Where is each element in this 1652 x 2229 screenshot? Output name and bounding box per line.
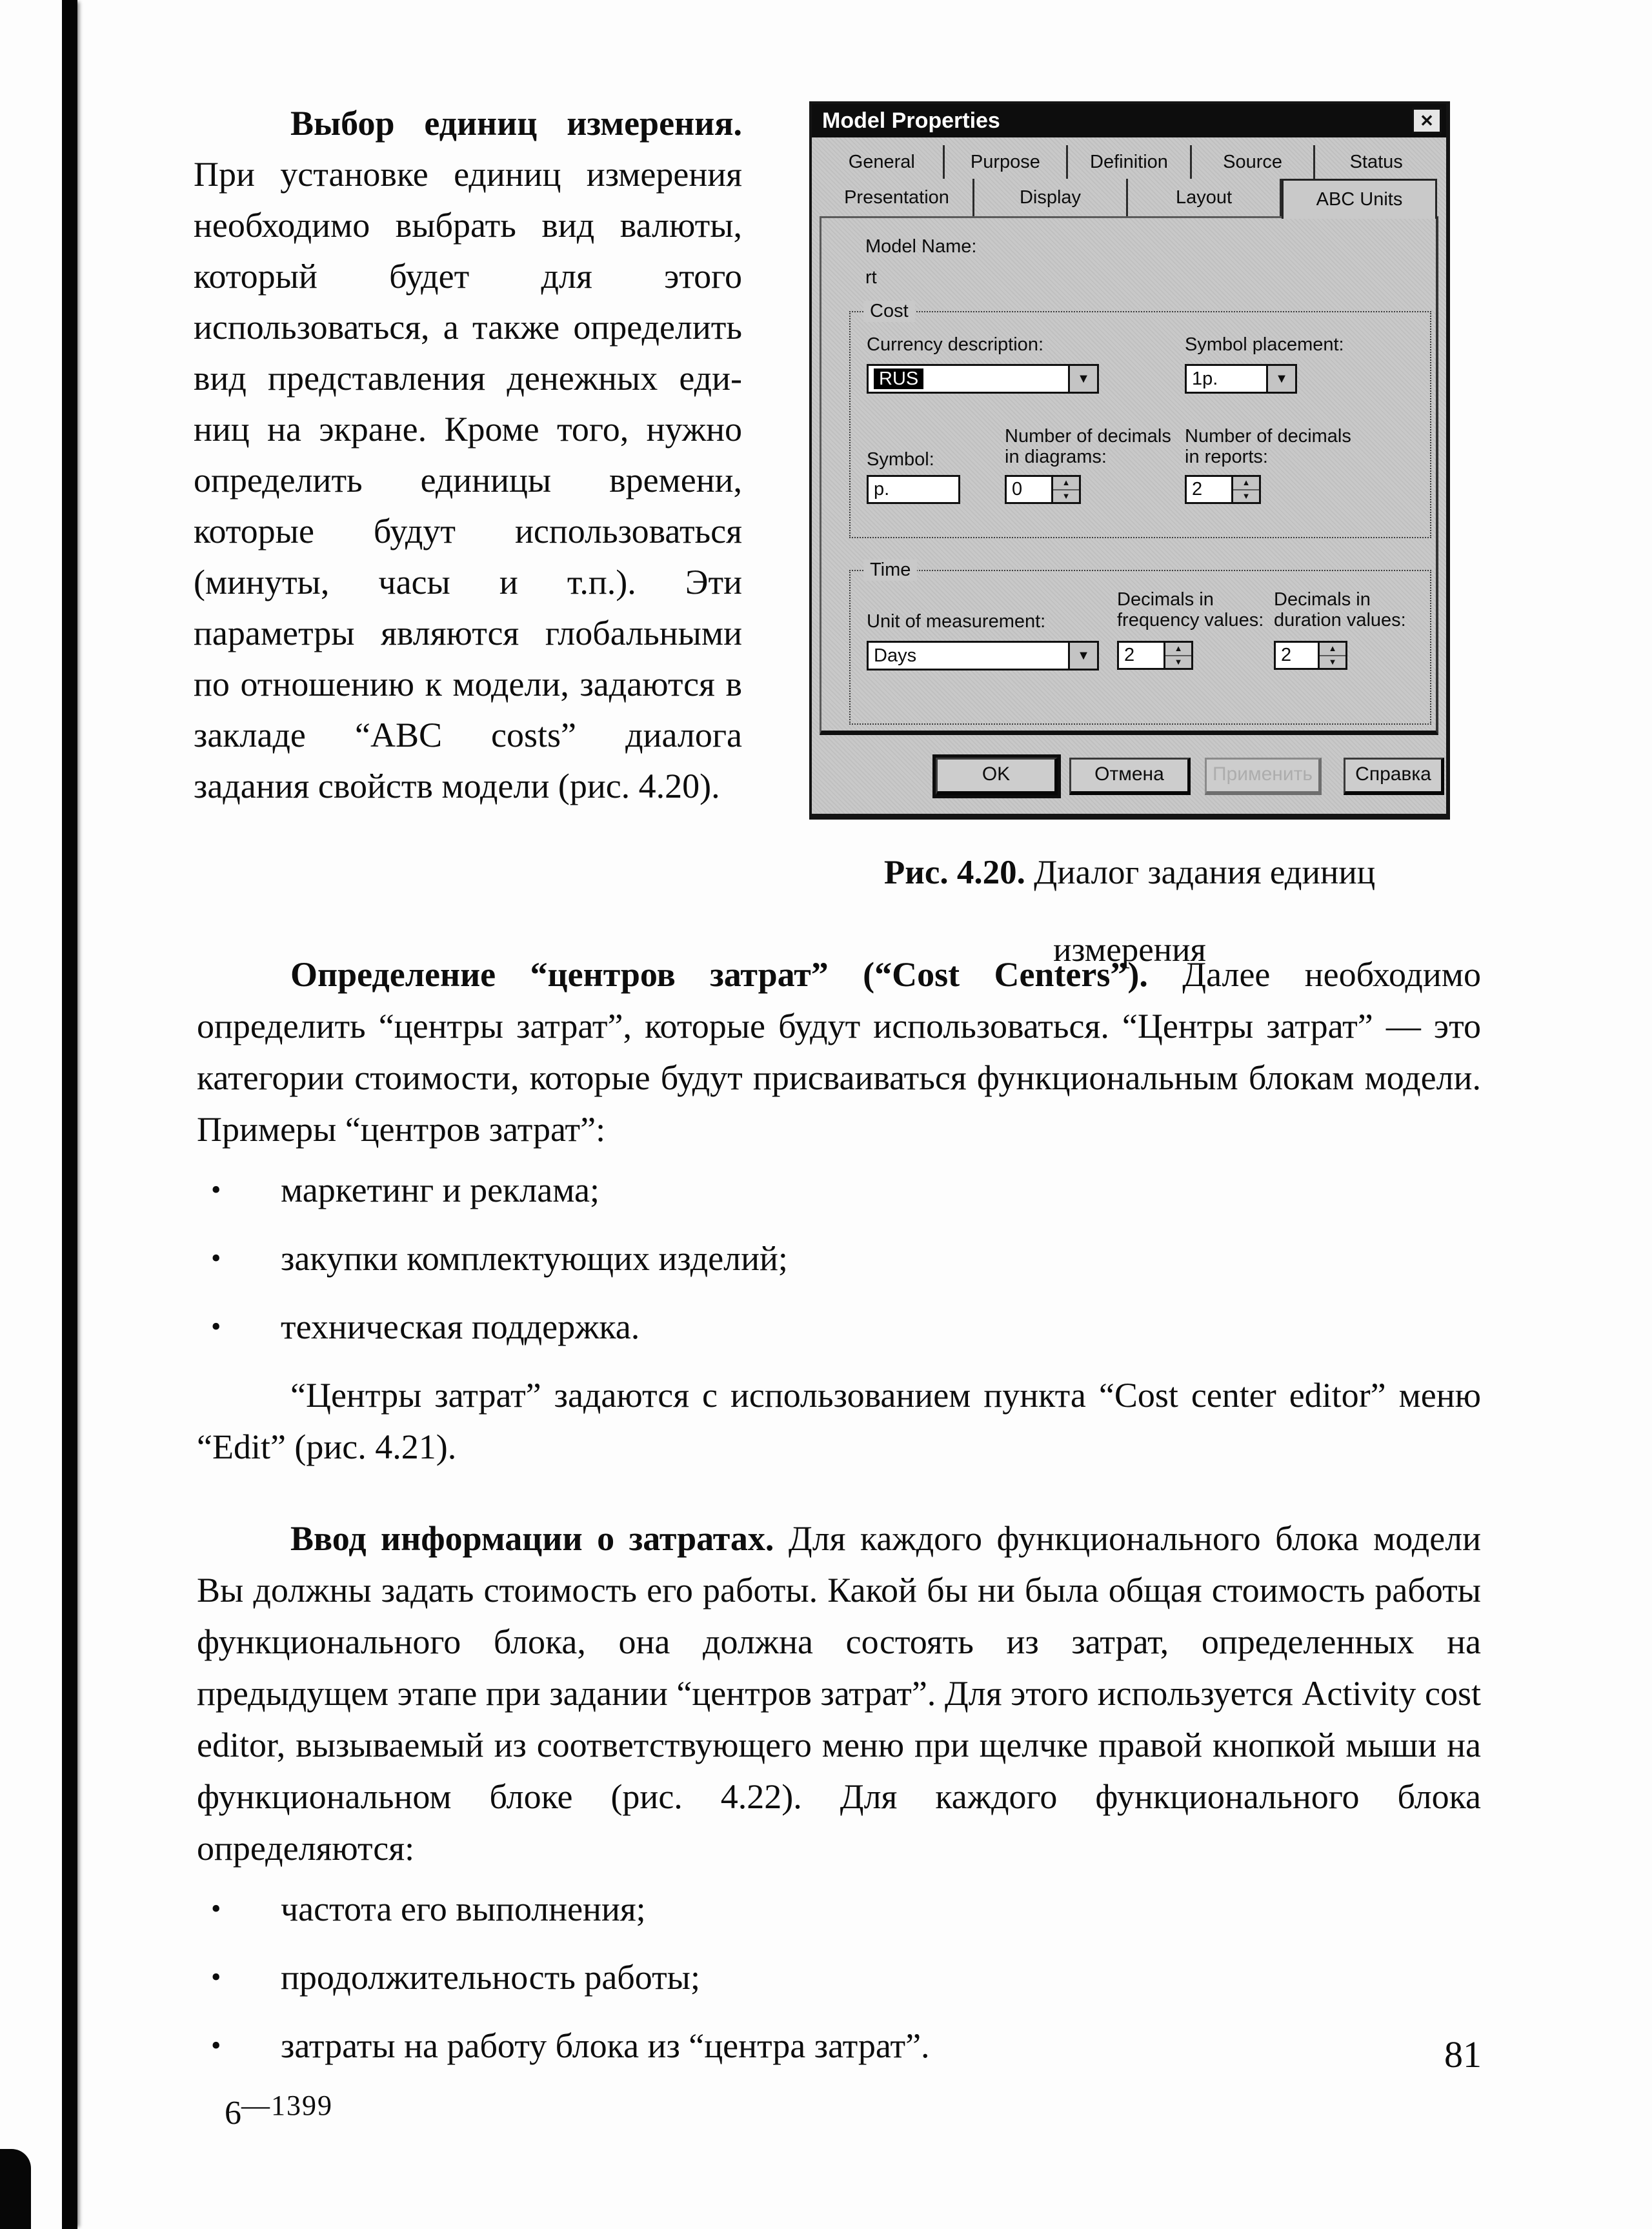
paragraph-body: При установке единиц измерения необходимо выбрать вид валюты, который будет для этого использоваться, а также определить вид представления денежных единиц на экране. Кроме того, нужно определить единицы времени, которые будут использоваться (минуты, часы и т.п.). Эти параметры являются глобальными по отношению к модели, задаются в закладе “ABC costs” диалога задания свойств модели (рис. 4.20). (194, 155, 742, 805)
decimals-diagrams-label: Number of decimals in diagrams: (1005, 426, 1171, 467)
symbol-placement-combobox[interactable] (1185, 364, 1297, 394)
close-icon[interactable]: ✕ (1412, 108, 1442, 134)
spinner-buttons (1163, 643, 1191, 668)
tab-row-2 (821, 179, 1437, 216)
symbol-input[interactable]: p. (867, 475, 960, 504)
paragraph-lead-bold: Выбор единиц измерения. (290, 104, 742, 143)
bullet-icon: • (211, 1174, 221, 1205)
unit-of-measurement-label: Unit of measurement: (867, 611, 1046, 632)
spinner-down-icon[interactable]: ▼ (1233, 490, 1259, 503)
spinner-buttons (1231, 477, 1259, 502)
list-item (197, 1301, 1481, 1353)
figure-caption-text: Диалог задания единиц измерения (1025, 854, 1376, 969)
spinner-down-icon[interactable]: ▼ (1165, 656, 1191, 669)
print-signature-run: —1399 (241, 2090, 333, 2121)
decimals-diagrams-value: 0 (1012, 479, 1023, 499)
tab-content-panel (820, 216, 1438, 735)
decimals-duration-spinner[interactable] (1274, 641, 1347, 670)
spinner-up-icon[interactable]: ▲ (1320, 643, 1345, 656)
bullet-text: техническая поддержка. (281, 1307, 640, 1346)
figure-caption-number: Рис. 4.20. (883, 854, 1025, 891)
apply-button[interactable]: Применить (1205, 758, 1322, 795)
page-corner-scan-mark (0, 2149, 31, 2229)
tab-general[interactable]: General (821, 145, 945, 179)
tab-abc-units[interactable]: ABC Units (1282, 179, 1437, 219)
decimals-frequency-value: 2 (1124, 645, 1135, 665)
cost-centers-list (197, 1164, 1481, 1353)
left-text-column (194, 98, 742, 812)
paragraph-body: Для каждого функционального блока модели Вы должны задать стоимость его работы. Какой бы ни была общая стоимость работы функционального блока, она должна состоять из затрат, определенных на предыдущем этапе при задании “центров затрат”. Для этого используется Activity cost editor, вызываемый из соответствующего меню при щелчке правой кнопкой мыши на функциональном блоке (рис. 4.22). Для каждого функционального блока определяются: (197, 1519, 1482, 1868)
unit-of-measurement-value: Days (874, 645, 917, 666)
bullet-icon: • (211, 1242, 221, 1274)
bullet-icon: • (211, 1961, 221, 1993)
tab-row-1 (821, 145, 1437, 179)
decimals-reports-value: 2 (1192, 479, 1203, 499)
time-group-label: Time (863, 560, 917, 581)
decimals-reports-spinner[interactable] (1185, 475, 1261, 504)
tab-source[interactable]: Source (1192, 145, 1316, 179)
list-item (197, 1164, 1481, 1216)
tab-definition[interactable]: Definition (1068, 145, 1192, 179)
spinner-buttons (1051, 477, 1079, 502)
tab-purpose[interactable]: Purpose (945, 145, 1069, 179)
ok-button[interactable]: OK (936, 758, 1058, 795)
list-item (197, 1883, 1481, 1935)
paragraph-cost-center-editor: “Центры затрат” задаются с использованием пункта “Cost center editor” меню “Edit” (рис. 4.21). (197, 1376, 1481, 1466)
dialog-titlebar[interactable] (812, 104, 1446, 137)
unit-of-measurement-combobox[interactable] (867, 641, 1099, 671)
list-item (197, 1952, 1481, 2003)
symbol-placement-label: Symbol placement: (1185, 334, 1344, 355)
main-text-section (197, 949, 1481, 2088)
decimals-diagrams-spinner[interactable] (1005, 475, 1081, 504)
currency-description-combobox[interactable] (867, 364, 1099, 394)
costs-input-list (197, 1883, 1481, 2072)
tab-status[interactable]: Status (1349, 152, 1403, 172)
spinner-up-icon[interactable]: ▲ (1233, 477, 1259, 490)
symbol-placement-value: 1p. (1192, 368, 1218, 389)
symbol-label: Symbol: (867, 449, 934, 470)
cost-group-label: Cost (863, 301, 915, 322)
tab-presentation[interactable]: Presentation (821, 179, 974, 216)
bullet-text: частота его выполнения; (281, 1890, 646, 1928)
currency-description-label: Currency description: (867, 334, 1043, 355)
paragraph-costs-input (197, 1513, 1481, 1874)
model-name-value: rt (865, 267, 877, 288)
bullet-icon: • (211, 1893, 221, 1924)
paragraph-lead-bold: Определение “центров затрат” (“Cost Centers”). (290, 955, 1148, 994)
model-properties-dialog (809, 101, 1450, 820)
tab-display[interactable]: Display (974, 179, 1128, 216)
print-signature-prefix: 6 (225, 2095, 241, 2132)
dialog-title: Model Properties (822, 108, 1000, 133)
time-group (849, 560, 1431, 725)
decimals-duration-value: 2 (1281, 645, 1292, 665)
currency-description-value: RUS (869, 366, 1068, 392)
paragraph-body: Далее необходимо определить “центры затрат”, которые будут использоваться. “Центры затрат” — это категории стоимости, которые будут присваиваться функциональным блокам модели. Примеры “центров затрат”: (197, 955, 1481, 1149)
bullet-icon: • (211, 1311, 221, 1342)
bullet-text: маркетинг и реклама; (281, 1171, 599, 1209)
spinner-buttons (1318, 643, 1345, 668)
decimals-duration-label: Decimals in duration values: (1274, 589, 1406, 630)
spinner-up-icon[interactable]: ▲ (1053, 477, 1079, 490)
spinner-down-icon[interactable]: ▼ (1320, 656, 1345, 669)
dropdown-arrow-icon[interactable]: ▼ (1068, 643, 1097, 669)
page-number: 81 (1444, 2033, 1482, 2075)
paragraph-cost-centers (197, 949, 1481, 1155)
paragraph-units-selection (194, 98, 742, 812)
help-button[interactable]: Справка (1344, 758, 1444, 795)
model-name-label: Model Name: (865, 236, 977, 257)
decimals-frequency-label: Decimals in frequency values: (1117, 589, 1264, 630)
cancel-button[interactable]: Отмена (1069, 758, 1191, 795)
spinner-up-icon[interactable]: ▲ (1165, 643, 1191, 656)
decimals-reports-label: Number of decimals in reports: (1185, 426, 1351, 467)
bullet-text: затраты на работу блока из “центра затрат”. (281, 2026, 930, 2065)
bullet-icon: • (211, 2030, 221, 2061)
page-edge-scan-bar (62, 0, 77, 2229)
spinner-down-icon[interactable]: ▼ (1053, 490, 1079, 503)
bullet-text: продолжительность работы; (281, 1958, 700, 1997)
cost-group (849, 301, 1431, 538)
list-item (197, 1233, 1481, 1284)
list-item (197, 2020, 1481, 2072)
print-signature (225, 2090, 333, 2132)
decimals-frequency-spinner[interactable] (1117, 641, 1193, 670)
bullet-text: закупки комплектующих изделий; (281, 1239, 788, 1278)
tab-layout[interactable]: Layout (1128, 179, 1282, 216)
dropdown-arrow-icon[interactable]: ▼ (1068, 366, 1097, 392)
paragraph-lead-bold: Ввод информации о затратах. (290, 1519, 774, 1558)
dropdown-arrow-icon[interactable]: ▼ (1266, 366, 1295, 392)
